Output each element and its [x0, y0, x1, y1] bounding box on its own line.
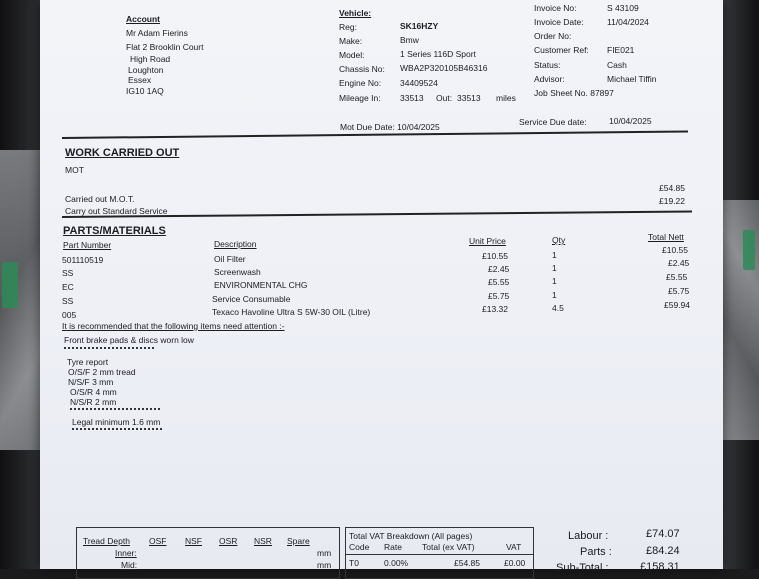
part-total: £5.75	[668, 286, 690, 296]
tread-unit: mm	[317, 548, 332, 558]
part-qty: 1	[552, 250, 557, 260]
part-description: Screenwash	[214, 267, 261, 277]
vat-col-total: Total (ex VAT)	[422, 542, 475, 552]
tread-header: NSR	[254, 536, 272, 546]
service-due-label: Service Due date:	[519, 117, 587, 127]
part-description: Texaco Havoline Ultra S 5W-30 OIL (Litre)	[212, 307, 371, 317]
labour-value: £74.07	[646, 528, 680, 540]
part-total: £5.55	[666, 272, 688, 282]
part-unit-price: £10.55	[482, 251, 508, 261]
status-value: Cash	[607, 60, 627, 70]
make-value: Bmw	[400, 35, 419, 45]
work-type: MOT	[65, 165, 84, 175]
tread-depth-box	[76, 527, 340, 579]
invoice-no-value: S 43109	[607, 3, 639, 13]
address-line: High Road	[130, 54, 171, 64]
engine-value: 34409524	[400, 78, 438, 88]
tread-header: OSF	[149, 536, 167, 546]
customer-ref-label: Customer Ref:	[534, 45, 589, 55]
service-due-value: 10/04/2025	[609, 116, 652, 126]
col-unit-price: Unit Price	[469, 236, 506, 246]
subtotal-value: £158.31	[640, 561, 680, 573]
vat-code: T0	[349, 558, 359, 568]
work-heading: WORK CARRIED OUT	[65, 147, 180, 159]
tread-row-label: Inner:	[115, 548, 137, 558]
customer-name: Mr Adam Fierins	[126, 28, 188, 38]
job-sheet: Job Sheet No. 87897	[534, 88, 614, 98]
vat-amount: £0.00	[504, 558, 526, 568]
part-description: Oil Filter	[214, 254, 246, 264]
work-item-price: £19.22	[659, 196, 685, 206]
parts-heading: PARTS/MATERIALS	[63, 225, 166, 237]
vat-col-code: Code	[349, 542, 370, 552]
mileage-in-value: 33513	[400, 93, 424, 103]
address-line: Flat 2 Brooklin Court	[126, 42, 204, 52]
mileage-out-value: 33513	[457, 93, 481, 103]
address-line: IG10 1AQ	[126, 86, 164, 96]
part-qty: 1	[552, 276, 557, 286]
chassis-label: Chassis No:	[339, 64, 385, 74]
asterisk-line	[70, 408, 160, 412]
tread-header: OSR	[219, 536, 238, 546]
work-item: Carried out M.O.T.	[65, 194, 135, 204]
parts-value: £84.24	[646, 545, 680, 557]
parts-label: Parts :	[580, 546, 612, 558]
part-unit-price: £2.45	[488, 264, 510, 274]
labour-label: Labour :	[568, 530, 609, 542]
vat-divider	[346, 554, 533, 555]
green-tab-right	[743, 230, 755, 270]
invoice-date-label: Invoice Date:	[534, 17, 584, 27]
green-tab-left	[2, 262, 18, 308]
tread-header: NSF	[185, 536, 202, 546]
address-line: Essex	[128, 75, 152, 85]
part-unit-price: £13.32	[482, 304, 508, 314]
part-number: SS	[62, 268, 74, 278]
mileage-out-label: Out:	[436, 93, 453, 103]
vat-breakdown-box	[345, 527, 534, 579]
make-label: Make:	[339, 36, 363, 46]
tread-header: Tread Depth	[83, 536, 130, 546]
work-item: Carry out Standard Service	[65, 206, 168, 216]
vat-col-rate: Rate	[384, 542, 402, 552]
status-label: Status:	[534, 60, 561, 70]
customer-ref-value: FIE021	[607, 45, 635, 55]
invoice-date-value: 11/04/2024	[607, 17, 649, 27]
account-heading: Account	[126, 14, 160, 24]
work-item-price: £54.85	[659, 183, 685, 193]
invoice-no-label: Invoice No:	[534, 3, 577, 13]
tread-header: Spare	[287, 536, 310, 546]
part-unit-price: £5.55	[488, 277, 510, 287]
col-qty: Qty	[552, 235, 566, 245]
vehicle-heading: Vehicle:	[339, 8, 372, 18]
advisor-label: Advisor:	[534, 74, 565, 84]
col-total-nett: Total Nett	[648, 232, 684, 242]
vat-total-ex: £54.85	[454, 558, 480, 568]
part-total: £2.45	[668, 258, 690, 268]
legal-minimum: Legal minimum 1.6 mm	[72, 417, 161, 427]
tyre-report-title: Tyre report	[67, 357, 109, 367]
reg-label: Reg:	[339, 22, 357, 32]
asterisk-line	[64, 347, 154, 351]
part-number: 501110519	[62, 255, 104, 265]
tread-unit: mm	[317, 560, 332, 570]
reg-value: SK16HZY	[400, 21, 439, 31]
advisor-value: Michael Tiffin	[607, 74, 657, 84]
model-label: Model:	[339, 50, 365, 60]
part-qty: 1	[552, 263, 557, 273]
part-unit-price: £5.75	[488, 291, 510, 301]
advisory-brake: Front brake pads & discs worn low	[64, 335, 194, 345]
part-qty: 1	[552, 290, 557, 300]
advisory-heading: It is recommended that the following items need attention :-	[62, 321, 285, 331]
part-qty: 4.5	[552, 303, 564, 313]
part-number: SS	[62, 296, 74, 306]
vat-title: Total VAT Breakdown (All pages)	[349, 531, 473, 541]
part-description: Service Consumable	[212, 294, 291, 304]
tread-row-label: Mid:	[121, 560, 138, 570]
subtotal-label: Sub-Total :	[556, 562, 609, 574]
part-number: 005	[62, 310, 77, 320]
tyre-line: O/S/F 2 mm tread	[68, 367, 136, 377]
tyre-line: N/S/R 2 mm	[70, 397, 117, 407]
tyre-line: N/S/F 3 mm	[68, 377, 114, 387]
order-no-label: Order No:	[534, 31, 572, 41]
address-line: Loughton	[128, 65, 164, 75]
vat-rate: 0.00%	[384, 558, 409, 568]
engine-label: Engine No:	[339, 78, 382, 88]
mot-due-date: Mot Due Date: 10/04/2025	[340, 122, 440, 132]
asterisk-line	[72, 428, 162, 432]
col-description: Description	[214, 239, 257, 249]
part-description: ENVIRONMENTAL CHG	[214, 280, 308, 290]
chassis-value: WBA2P320105B46316	[400, 63, 488, 73]
model-value: 1 Series 116D Sport	[400, 49, 476, 59]
part-total: £10.55	[662, 245, 688, 255]
mileage-unit: miles	[496, 93, 516, 103]
invoice-paper	[40, 0, 723, 574]
part-number: EC	[62, 282, 74, 292]
part-total: £59.94	[664, 300, 690, 310]
mileage-label: Mileage In:	[339, 93, 381, 103]
col-part-number: Part Number	[63, 240, 112, 250]
tyre-line: O/S/R 4 mm	[70, 387, 117, 397]
vat-col-vat: VAT	[506, 542, 522, 552]
